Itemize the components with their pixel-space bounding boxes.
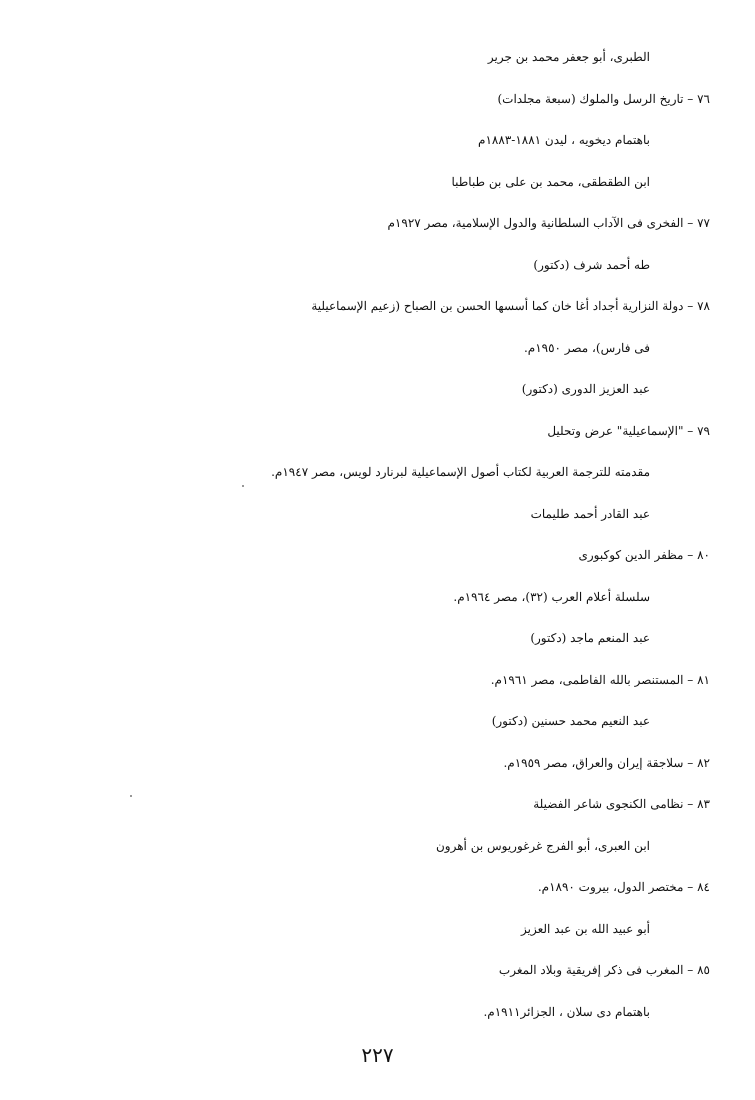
entry-title-line: ٨١ – المستنصر بالله الفاطمى، مصر ١٩٦١م. [490, 673, 710, 687]
entry-detail-line: طه أحمد شرف (دكتور) [533, 258, 650, 272]
scan-speck [130, 795, 132, 797]
entry-detail-line: أبو عبيد الله بن عبد العزيز [521, 922, 650, 936]
scan-speck [242, 485, 244, 487]
entry-title-line: ٨٣ – نظامى الكنجوى شاعر الفضيلة [533, 797, 710, 811]
entry-detail-line: باهتمام دى سلان ، الجزائر١٩١١م. [483, 1005, 650, 1019]
entry-detail-line: ابن الطقطقى، محمد بن على بن طباطبا [451, 175, 650, 189]
entry-detail-line: عبد القادر أحمد طليمات [530, 507, 650, 521]
entry-detail-line: عبد العزيز الدورى (دكتور) [521, 382, 650, 396]
entry-title-line: ٨٥ – المغرب فى ذكر إفريقية وبلاد المغرب [498, 963, 710, 977]
entry-detail-line: فى فارس)، مصر ١٩٥٠م. [523, 341, 650, 355]
entry-title-line: ٧٩ – "الإسماعيلية" عرض وتحليل [547, 424, 710, 438]
entry-detail-line: الطبرى، أبو جعفر محمد بن جرير [487, 50, 650, 64]
entry-detail-line: باهتمام ديخويه ، ليدن ١٨٨١-١٨٨٣م [478, 133, 650, 147]
entry-detail-line: عبد المنعم ماجد (دكتور) [530, 631, 650, 645]
entry-detail-line: سلسلة أعلام العرب (٣٢)، مصر ١٩٦٤م. [453, 590, 650, 604]
entry-title-line: ٨٤ – مختصر الدول، بيروت ١٨٩٠م. [537, 880, 710, 894]
entry-detail-line: عبد النعيم محمد حسنين (دكتور) [491, 714, 650, 728]
entry-title-line: ٨٢ – سلاجقة إيران والعراق، مصر ١٩٥٩م. [503, 756, 710, 770]
entry-title-line: ٧٧ – الفخرى فى الآداب السلطانية والدول الإسلامية، مصر ١٩٢٧م [387, 216, 710, 230]
entry-title-line: ٧٨ – دولة النزارية أجداد أغا خان كما أسسها الحسن بن الصباح (زعيم الإسماعيلية [311, 299, 710, 313]
entry-detail-line: مقدمته للترجمة العربية لكتاب أصول الإسماعيلية لبرنارد لويس، مصر ١٩٤٧م. [271, 465, 650, 479]
entry-detail-line: ابن العبرى، أبو الفرج غرغوريوس بن أهرون [435, 839, 650, 853]
entry-title-line: ٧٦ – تاريخ الرسل والملوك (سبعة مجلدات) [497, 92, 710, 106]
entry-title-line: ٨٠ – مظفر الدين كوكبورى [578, 548, 710, 562]
page-number: ٢٢٧ [361, 1043, 394, 1067]
